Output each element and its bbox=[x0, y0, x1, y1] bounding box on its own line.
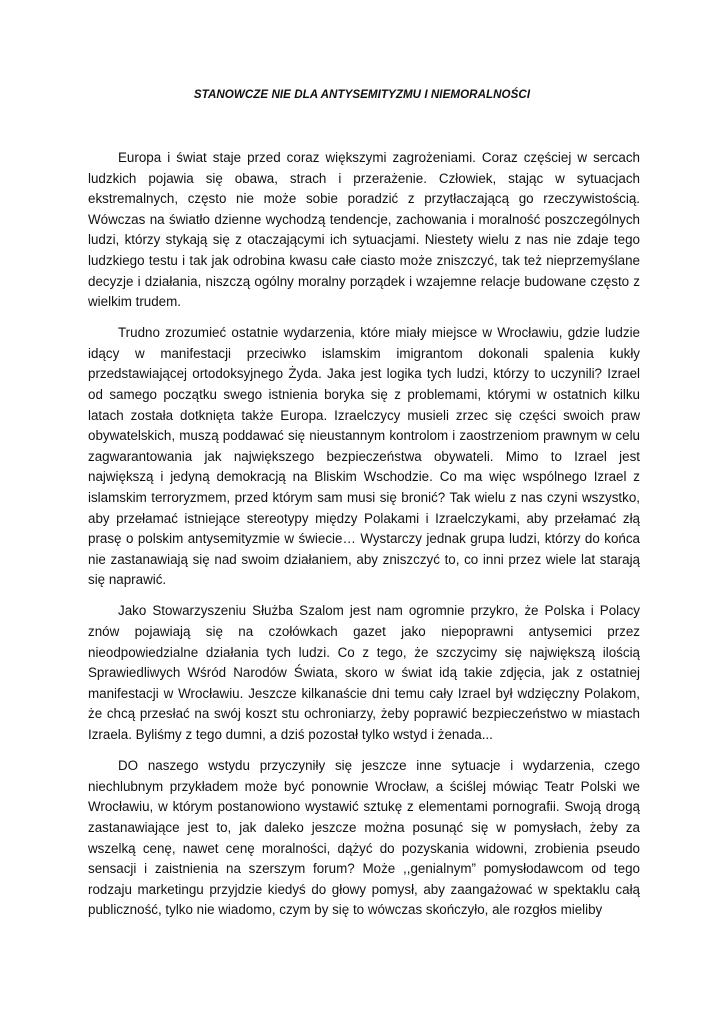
paragraph-1: Europa i świat staje przed coraz większymi zagrożeniami. Coraz częściej w sercach ludzkich pojawia się obawa, strach i przerażenie. Człowiek, stając w sytuacjach ekstremalnych, często nie może sobie poradzić z przytłaczającą go rzeczywistością. Wówczas na światło dzienne wychodzą tendencje, zachowania i moralność poszczególnych ludzi, którzy stykają się z otaczającymi ich sytuacjami. Niestety wielu z nas nie zdaje tego ludzkiego testu i tak jak odrobina kwasu całe ciasto może zniszczyć, tak też nieprzemyślane decyzje i działania, niszczą ogólny moralny porządek i wzajemne relacje budowane często z wielkim trudem. bbox=[88, 150, 640, 310]
paragraph-3: Jako Stowarzyszeniu Służba Szalom jest nam ogromnie przykro, że Polska i Polacy znów pojawiają się na czołówkach gazet jako niepoprawni antysemici przez nieodpowiedzialne działania tych ludzi. Co z tego, że szczycimy się największą ilością Sprawiedliwych Wśród Narodów Świata, skoro w świat idą takie zdjęcia, jak z ostatniej manifestacji w Wrocławiu. Jeszcze kilkanaście dni temu cały Izrael był wdzięczny Polakom, że chcą przesłać na swój koszt stu ochroniarzy, żeby poprawić bezpieczeństwo w miastach Izraela. Byliśmy z tego dumni, a dziś pozostał tylko wstyd i żenada... bbox=[88, 603, 640, 743]
document-body bbox=[88, 148, 640, 931]
paragraph-2: Trudno zrozumieć ostatnie wydarzenia, które miały miejsce w Wrocławiu, gdzie ludzie idący w manifestacji przeciwko islamskim imigrantom dokonali spalenia kukły przedstawiającej ortodoksyjnego Żyda. Jaka jest logika tych ludzi, którzy to uczynili? Izrael od samego początku swego istnienia boryka się z problemami, którymi w ostatnich kilku latach została dotknięta także Europa. Izraelczycy musieli zrzec się części swoich praw obywatelskich, muszą poddawać się nieustannym kontrolom i zaostrzeniom prawnym w celu zagwarantowania jak największego bezpieczeństwa obywateli. Mimo to Izrael jest największą i jedyną demokracją na Bliskim Wschodzie. Co ma więc wspólnego Izrael z islamskim terroryzmem, przed którym sam musi się bronić? Tak wielu z nas czyni wszystko, aby przełamać istniejące stereotypy między Polakami i Izraelczykami, aby przełamać złą prasę o polskim antysemityzmie w świecie… Wystarczy jednak grupa ludzi, którzy do końca nie zastanawiają się nad swoim działaniem, aby zniszczyć to, co inni przez wiele lat starają się naprawić. bbox=[88, 325, 640, 588]
paragraph-4: DO naszego wstydu przyczyniły się jeszcze inne sytuacje i wydarzenia, czego niechlubnym przykładem może być ponownie Wrocław, a ściślej mówiąc Teatr Polski we Wrocławiu, w którym postanowiono wystawić sztukę z elementami pornografii. Swoją drogą zastanawiające jest to, jak daleko jeszcze można posunąć się w pomysłach, żeby za wszelką cenę, nawet cenę moralności, dążyć do pozyskania widowni, zrobienia pseudo sensacji i zaistnienia na szerszym forum? Może ,,genialnym” pomysłodawcom od tego rodzaju marketingu przyjdzie kiedyś do głowy pomysł, aby zaangażować w spektaklu całą publiczność, tylko nie wiadomo, czym by się to wówczas skończyło, ale rozgłos mieliby bbox=[88, 758, 640, 918]
document-title: STANOWCZE NIE DLA ANTYSEMITYZMU I NIEMORALNOŚCI bbox=[193, 88, 531, 101]
